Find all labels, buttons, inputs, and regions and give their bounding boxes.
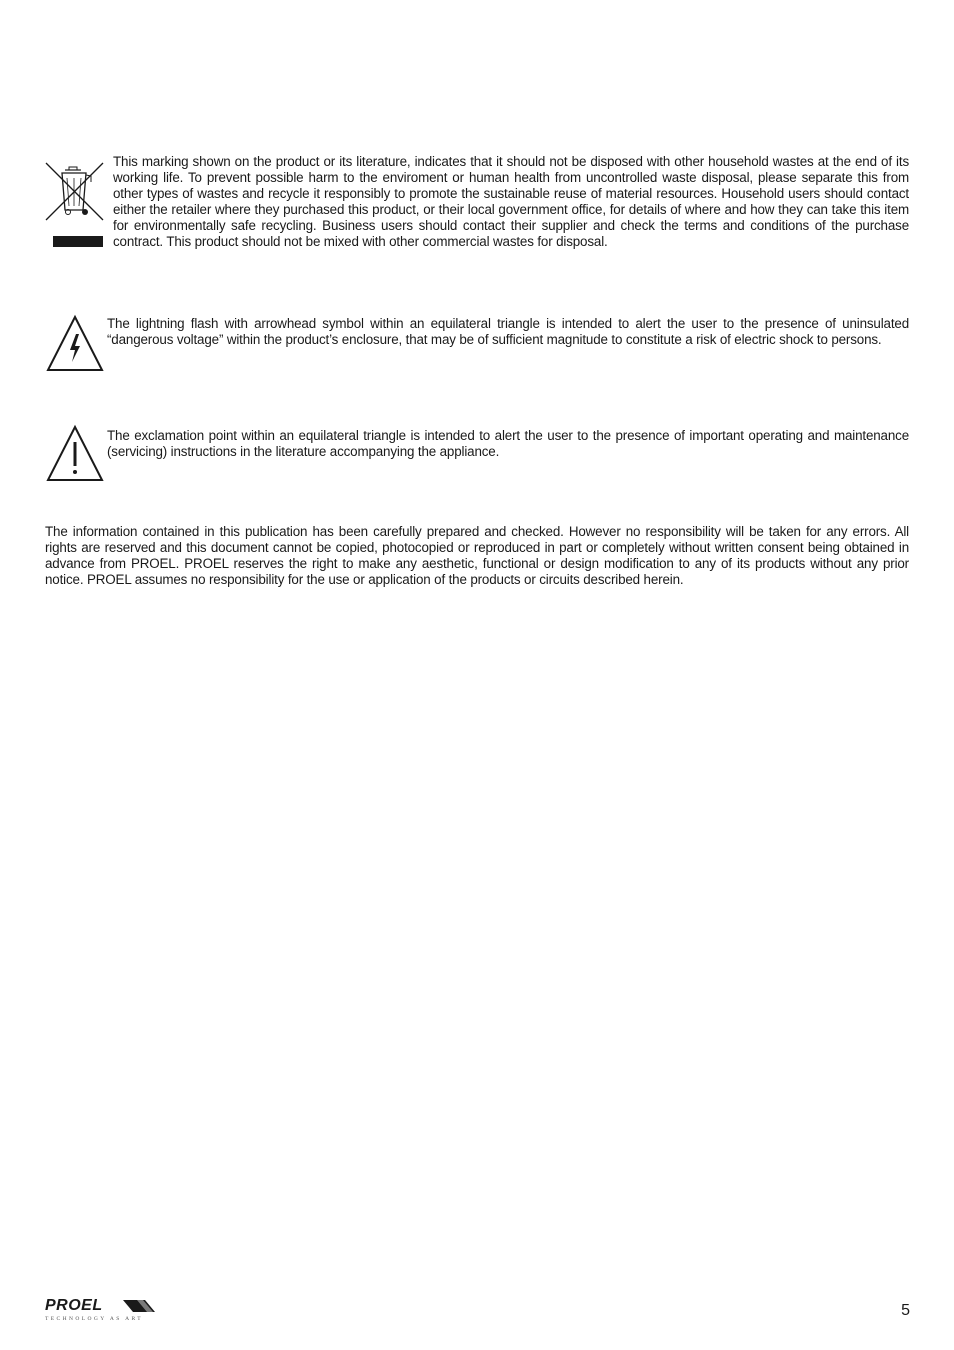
brand-name: PROEL — [45, 1297, 103, 1314]
proel-logo — [45, 1298, 160, 1328]
exclamation-warning-icon — [46, 424, 104, 482]
weee-disposal-notice: This marking shown on the product or its literature, indicates that it should not be disposed with other household wastes at the end of its working life. To prevent possible harm to the enviroment or human health from uncontrolled waste disposal, please separate this from other types of wastes and recycle it responsibly to promote the sustainable reuse of material resources. Household users should contact either the retailer where they purchased this product, or their local government office, for details of where and how they can take this item for environmentally safe recycling. Business users should contact their supplier and check the terms and conditions of the purchase contract. This product should not be mixed with other commercial wastes for disposal. — [113, 154, 909, 249]
maintenance-instructions-notice: The exclamation point within an equilateral triangle is intended to alert the user to the presence of important operating and maintenance (servicing) instructions in the literature accompanying the appliance. — [107, 428, 909, 459]
dangerous-voltage-notice: The lightning flash with arrowhead symbol within an equilateral triangle is intended to alert the user to the presence of uninsulated “dangerous voltage” within the product’s enclosure, that may be of sufficient magnitude to constitute a risk of electric shock to persons. — [107, 316, 909, 347]
brand-mark-icon — [123, 1300, 157, 1312]
page-number: 5 — [901, 1302, 910, 1319]
crossed-out-bin-icon — [45, 158, 105, 248]
lightning-warning-icon — [46, 314, 104, 372]
legal-disclaimer: The information contained in this publication has been carefully prepared and checked. However no responsibility will be taken for any errors. All rights are reserved and this document cannot be copied, photocopied or reproduced in part or completely without written consent being obtained in advance from PROEL. PROEL reserves the right to make any aesthetic, functional or design modification to any of its products without any prior notice. PROEL assumes no responsibility for the use or application of the products or circuits described herein. — [45, 524, 909, 587]
brand-tagline: TECHNOLOGY AS ART — [45, 1316, 144, 1322]
